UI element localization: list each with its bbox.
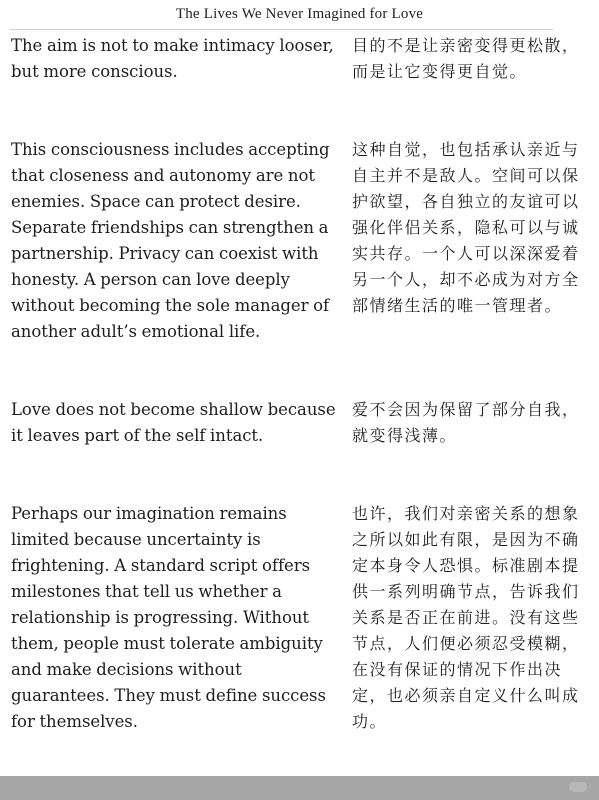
chinese-paragraph-3: 爱不会因为保留了部分自我，就变得浅薄。 [352,400,580,445]
bottom-bar [0,776,599,800]
english-paragraph-4: Perhaps our imagination remains limited because uncertainty is frightening. A standard script offers milestones that tell us whether a relationship is progressing. Without them, people must tolerate ambiguity and make decisions without guarantees. They must define success for themselves. [11,504,326,731]
english-paragraph-2: This consciousness includes accepting that closeness and autonomy are not enemies. Space can protect desire. Separate friendships can strengthen a partnership. Privacy can coexist with honesty. A person can love deeply without becoming the sole manager of another adult’s emotional life. [11,140,330,341]
english-paragraph-3: Love does not become shallow because it leaves part of the self intact. [11,400,336,445]
chinese-paragraph-1: 目的不是让亲密变得更松散，而是让它变得更自觉。 [352,36,580,81]
english-paragraph-1: The aim is not to make intimacy looser, but more conscious. [11,36,334,81]
title-divider [10,29,553,30]
chinese-paragraph-4: 也许，我们对亲密关系的想象之所以如此有限，是因为不确定本身令人恐惧。标准剧本提供一系列明确节点，告诉我们关系是否正在前进。没有这些节点，人们便必须忍受模糊，在没有保证的情况下作出决定，也必须亲自定义什么叫成功。 [352,504,580,731]
chinese-paragraph-2: 这种自觉，也包括承认亲近与自主并不是敌人。空间可以保护欲望，各自独立的友谊可以强化伴侣关系，隐私可以与诚实共存。一个人可以深深爱着另一个人，却不必成为对方全部情绪生活的唯一管理者。 [352,140,580,315]
book-title: The Lives We Never Imagined for Love [175,6,424,22]
watermark-icon [569,782,587,792]
